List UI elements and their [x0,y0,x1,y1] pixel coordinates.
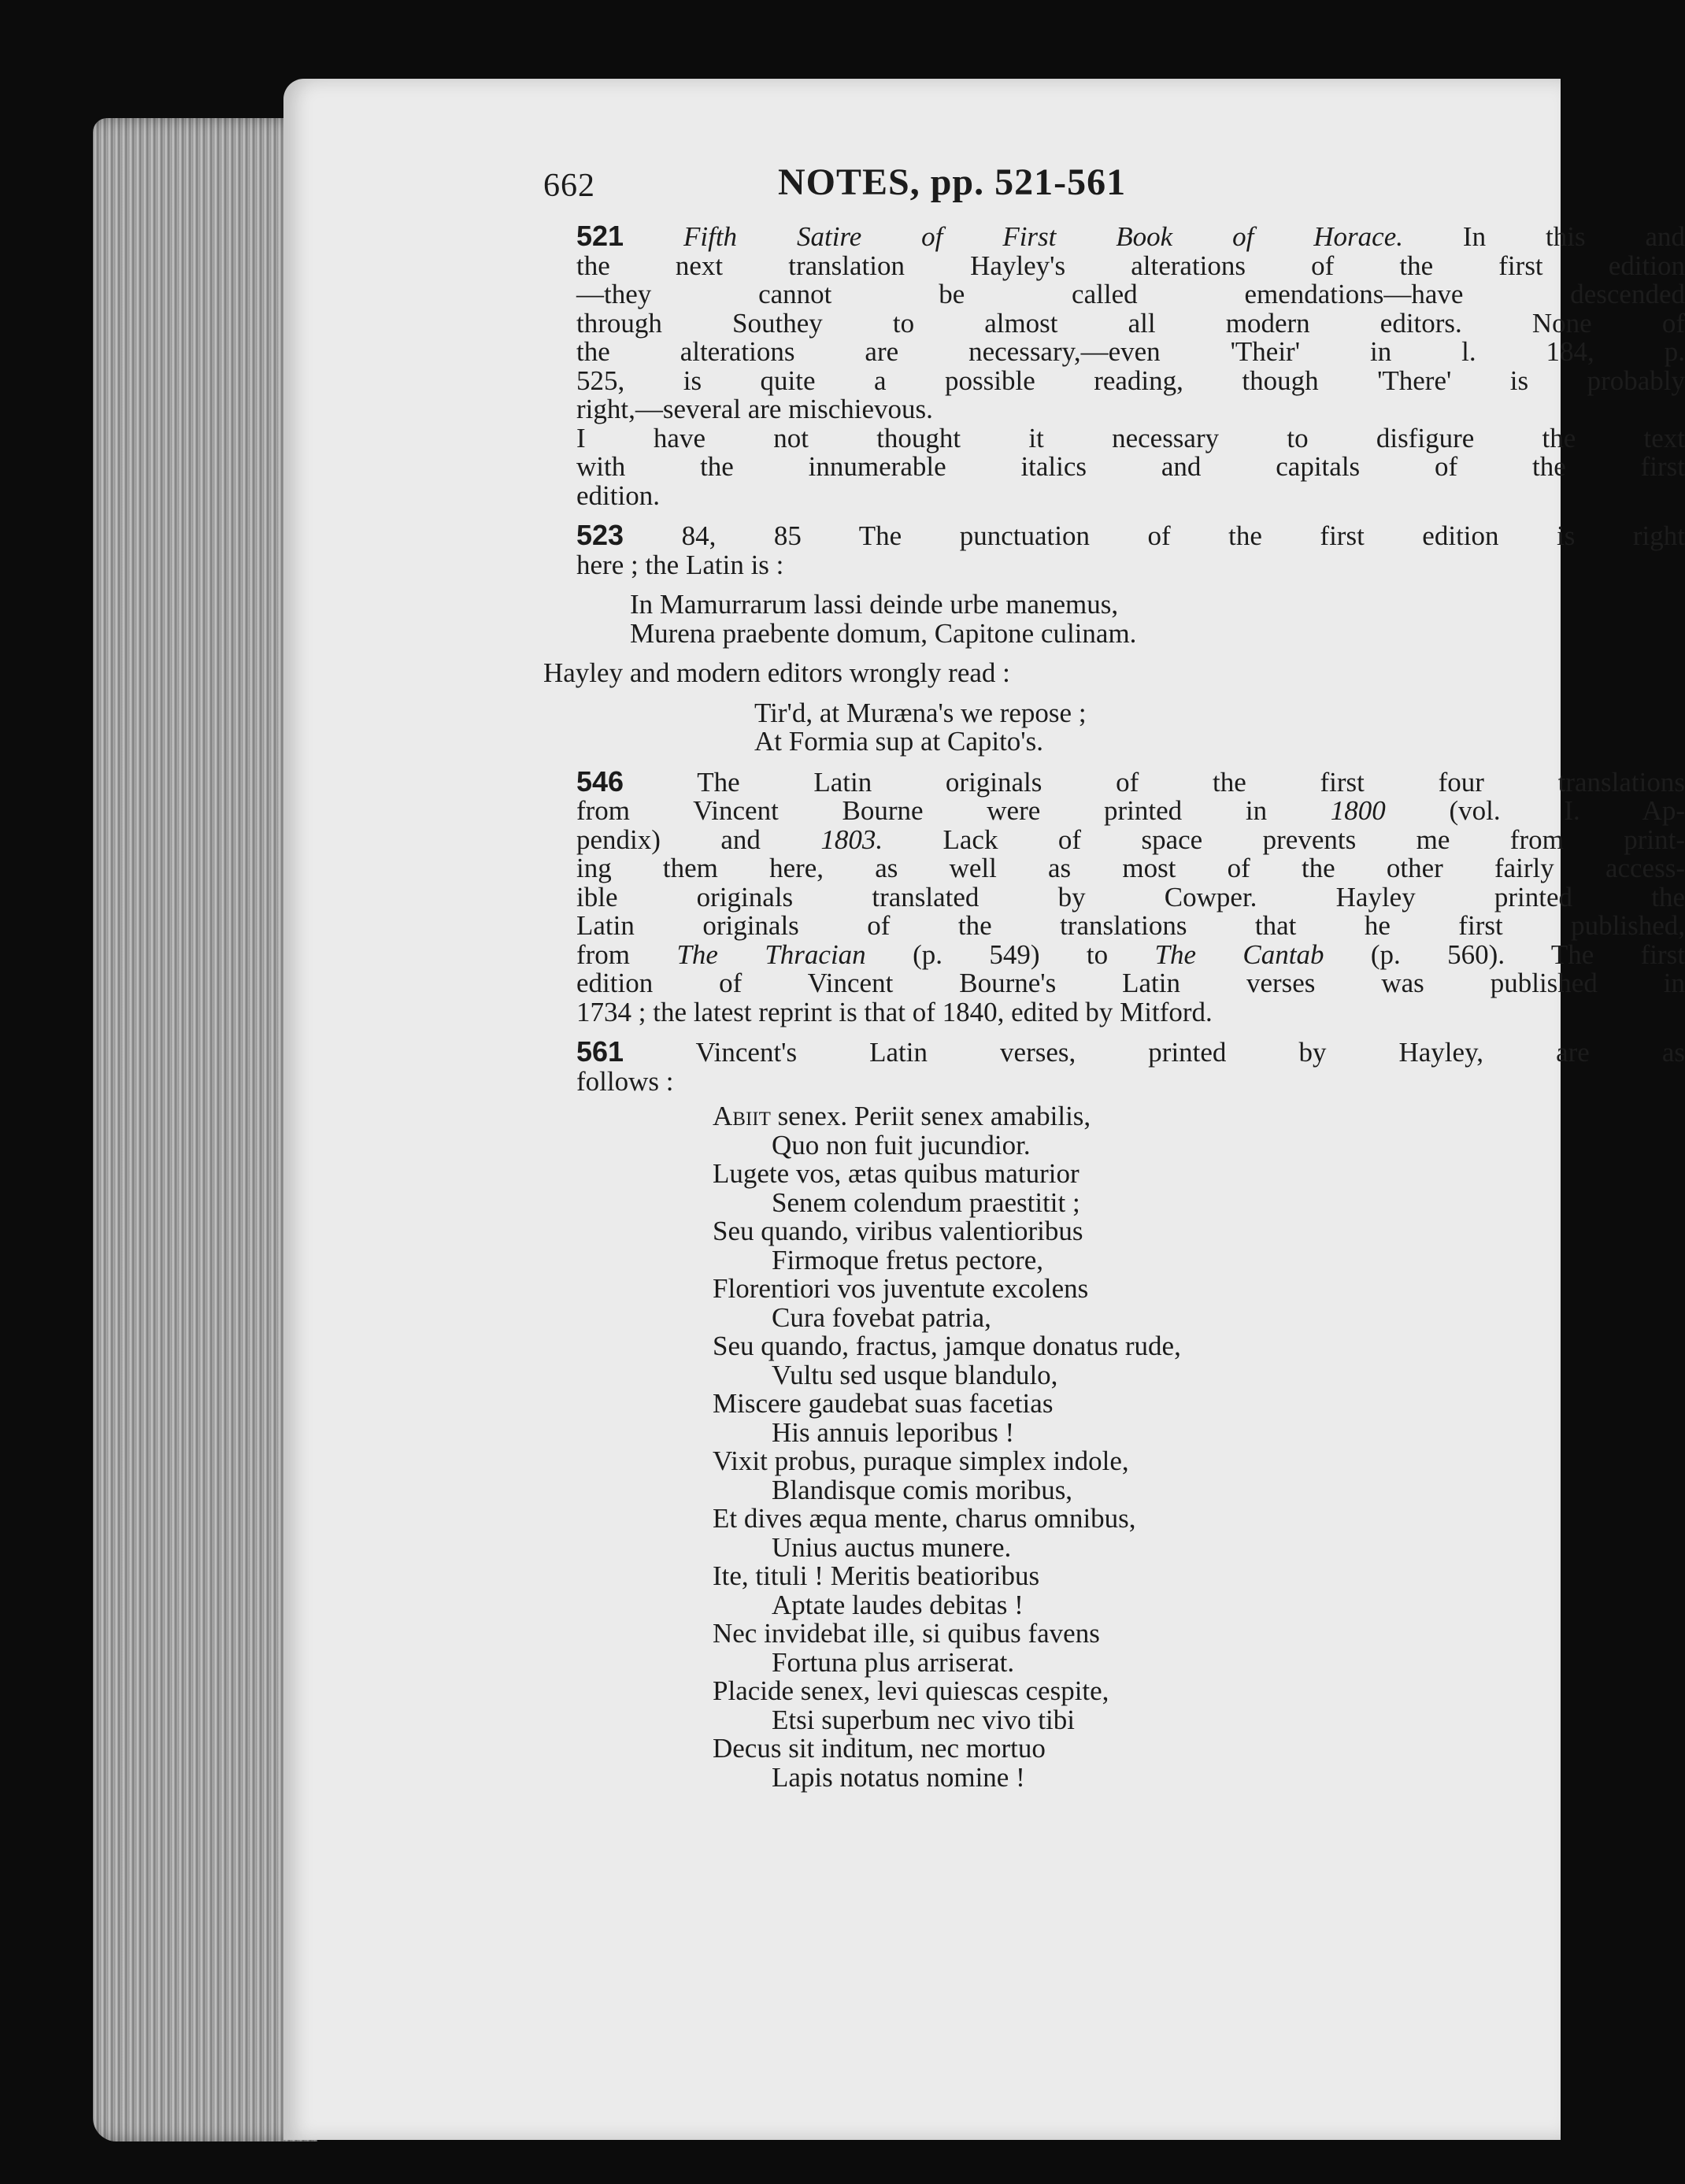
running-head [543,161,1685,219]
text-line: the alterations are necessary,—even 'Their' in l. 184, p. [576,336,1685,367]
verse-line: At Formia sup at Capito's. [754,726,1043,757]
verse-line: Cura fovebat patria, [772,1301,991,1333]
text-line: In this and [1462,221,1685,252]
text-line: Hayley and modern editors wrongly read : [543,657,1010,688]
verse-line: Firmoque fretus pectore, [772,1244,1044,1275]
text-line: ible originals translated by Cowper. Hayley printed the [576,881,1685,912]
latin-quotation [630,590,1685,648]
verse-line: Seu quando, viribus valentioribus [713,1216,1083,1246]
note-561 [543,1035,1685,1097]
year: 1803. [820,824,883,855]
verse-line: Unius auctus munere. [772,1531,1012,1563]
verse-line: Vultu sed usque blandulo, [772,1359,1058,1390]
text-fragment: Lack of space prevents me from print- [942,824,1685,855]
note-title: Fifth Satire of First Book of Horace. [683,221,1403,252]
verse-line: Murena praebente domum, Capitone culinam. [630,617,1137,649]
poem-title: The Cantab [1154,938,1324,970]
verse-line: Lapis notatus nomine ! [772,1761,1025,1793]
verse-line: Tir'd, at Muræna's we repose ; [754,697,1087,728]
note-number: 561 [576,1035,624,1068]
verse-line: Miscere gaudebat suas facetias [713,1388,1054,1419]
note-546 [543,764,1685,1027]
verse-line: Nec invidebat ille, si quibus favens [713,1618,1100,1649]
running-title: NOTES, pp. 521-561 [778,161,1127,203]
text-fragment: (p. 560). The first [1370,938,1685,970]
text-line: here ; the Latin is : [576,549,784,580]
text-fragment: pendix) and [576,824,761,855]
text-fragment: from Vincent Bourne were printed in [576,795,1268,826]
verse-line [713,1102,1685,1131]
verse-line: Vixit probus, puraque simplex indole, [713,1446,1129,1476]
verse-line: Senem colendum praestitit ; [772,1186,1080,1218]
verse-text: senex. Periit senex amabilis, [777,1101,1091,1131]
verse-line: In Mamurrarum lassi deinde urbe manemus, [630,589,1119,620]
text-line: 84, 85 The punctuation of the first edition is right [681,520,1685,551]
text-line: Vincent's Latin verses, printed by Hayley, are as [695,1037,1685,1068]
note-521 [543,222,1685,424]
verse-line: Ite, tituli ! Meritis beatioribus [713,1560,1040,1591]
verse-line: Florentiori vos juventute excolens [713,1273,1089,1304]
page-number: 662 [543,168,595,204]
verse-line: Blandisque comis moribus, [772,1474,1073,1505]
verse-line: Lugete vos, ætas quibus maturior [713,1158,1080,1189]
poem-title: The Thracian [676,938,866,970]
text-line: —they cannot be called emendations—have descended [576,279,1685,309]
text-line: 525, is quite a possible reading, though 'There' is probably [576,365,1685,396]
verse-line: Quo non fuit jucundior. [772,1129,1031,1160]
text-fragment: from [576,938,631,970]
page-text [543,161,1685,1793]
text-line: 1734 ; the latest reprint is that of 1840, edited by Mitford. [576,996,1213,1027]
text-line: I have not thought it necessary to disfigure the text [576,422,1685,453]
text-fragment: (vol. I. Ap- [1449,795,1685,826]
text-line: the next translation Hayley's alterations of the first edition [576,250,1685,281]
verse-line: Seu quando, fractus, jamque donatus rude, [713,1331,1181,1361]
note-521-paragraph-2 [543,424,1685,511]
note-number: 523 [576,519,624,551]
text-fragment: (p. 549) to [913,938,1109,970]
verse-line: Et dives æqua mente, charus omnibus, [713,1503,1136,1534]
verse-line: Decus sit inditum, nec mortuo [713,1733,1046,1764]
verse-line: Aptate laudes debitas ! [772,1589,1024,1620]
note-523 [543,521,1685,579]
text-line: edition. [576,479,660,511]
text-line: follows : [576,1065,674,1097]
text-line: with the innumerable italics and capitals of the first [576,451,1685,482]
text-line: The Latin originals of the first four translations [697,766,1685,798]
text-line: through Southey to almost all modern editors. None of [576,307,1685,339]
hayley-quotation [754,699,1685,757]
year: 1800 [1330,795,1386,826]
verse-line: Etsi superbum nec vivo tibi [772,1704,1075,1735]
hayley-intro [543,659,1685,688]
book-page [283,79,1685,2140]
note-number: 521 [576,220,624,252]
latin-verses [713,1102,1685,1792]
verse-line: Fortuna plus arriserat. [772,1646,1015,1678]
verse-line: His annuis leporibus ! [772,1416,1015,1448]
verse-line: Placide senex, levi quiescas cespite, [713,1675,1109,1706]
text-line: edition of Vincent Bourne's Latin verses was published in [576,968,1685,998]
text-line: Latin originals of the translations that he first published, [576,910,1685,941]
note-number: 546 [576,764,624,798]
text-line: ing them here, as well as most of the other fairly access- [576,853,1685,883]
text-line: right,—several are mischievous. [576,394,933,424]
verse-first-word: Abiit [713,1101,771,1131]
